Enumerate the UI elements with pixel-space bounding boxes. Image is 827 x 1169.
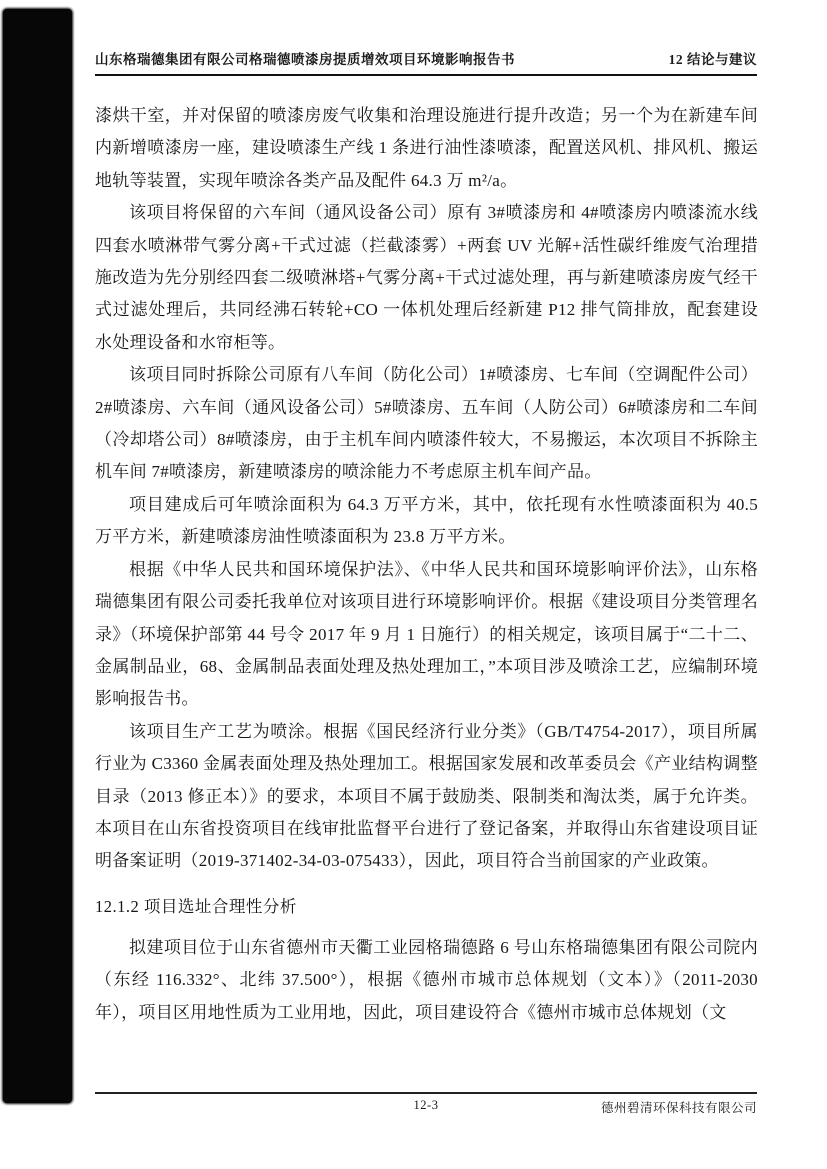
header-report-title: 山东格瑞德集团有限公司格瑞德喷漆房提质增效项目环境影响报告书: [95, 52, 515, 67]
header-divider: [95, 74, 757, 76]
body-paragraph: 漆烘干室，并对保留的喷漆房废气收集和治理设施进行提升改造；另一个为在新建车间内新增喷漆房一座，建设喷漆生产线 1 条进行油性漆喷漆，配置送风机、排风机、搬运地轨等装置，实现年喷涂各类产品及配件 64.3 万 m²/a。: [95, 106, 758, 190]
footer-divider: [95, 1092, 757, 1094]
body-paragraph: 该项目生产工艺为喷涂。根据《国民经济行业分类》（GB/T4754-2017），项目所属行业为 C3360 金属表面处理及热处理加工。根据国家发展和改革委员会《产业结构调整目录（2013 修正本）》的要求，本项目不属于鼓励类、限制类和淘汰类，属于允许类。本项目在山东省投资项目在线审批监督平台进行了登记备案，并取得山东省建设项目证明备案证明（2019-371402-34-03-075433），因此，项目符合当前国家的产业政策。: [95, 721, 758, 871]
body-paragraph: 根据《中华人民共和国环境保护法》、《中华人民共和国环境影响评价法》，山东格瑞德集团有限公司委托我单位对该项目进行环境影响评价。根据《建设项目分类管理名录》（环境保护部第 44 号令 2017 年 9 月 1 日施行）的相关规定，该项目属于“二十二、金属制品业，68、金属制品表面处理及热处理加工，”本项目涉及喷涂工艺，应编制环境影响报告书。: [95, 559, 758, 709]
header-chapter-label: 12 结论与建议: [668, 52, 757, 67]
body-paragraph: 项目建成后可年喷涂面积为 64.3 万平方米，其中，依托现有水性喷漆面积为 40.5 万平方米，新建喷漆房油性喷漆面积为 23.8 万平方米。: [95, 494, 758, 547]
body-paragraph: 该项目将保留的六车间（通风设备公司）原有 3#喷漆房和 4#喷漆房内喷漆流水线四套水喷淋带气雾分离+干式过滤（拦截漆雾）+两套 UV 光解+活性碳纤维废气治理措施改造为先分别经四套二级喷淋塔+气雾分离+干式过滤处理，再与新建喷漆房废气经干式过滤处理后，共同经沸石转轮+CO 一体机处理后经新建 P12 排气筒排放，配套建设水处理设备和水帘柜等。: [95, 203, 758, 352]
page-footer: [95, 1098, 757, 1118]
footer-company-name: 德州碧清环保科技有限公司: [600, 1101, 757, 1115]
scan-gutter-artifact: [3, 9, 72, 1103]
page-header: [95, 48, 757, 68]
body-paragraph: 该项目同时拆除公司原有八车间（防化公司）1#喷漆房、七车间（空调配件公司）2#喷漆房、六车间（通风设备公司）5#喷漆房、五车间（人防公司）6#喷漆房和二车间（冷却塔公司）8#喷漆房，由于主机车间内喷漆件较大，不易搬运，本次项目不拆除主机车间 7#喷漆房，新建喷漆房的喷涂能力不考虑原主机车间产品。: [95, 365, 758, 482]
page-number: 12-3: [413, 1098, 439, 1112]
document-body: [95, 100, 758, 1029]
section-heading: 12.1.2 项目选址合理性分析: [95, 896, 297, 916]
body-paragraph: 拟建项目位于山东省德州市天衢工业园格瑞德路 6 号山东格瑞德集团有限公司院内（东经 116.332°、北纬 37.500°），根据《德州市城市总体规划（文本）》（2011-2030 年），项目区用地性质为工业用地，因此，项目建设符合《德州市城市总体规划（文: [95, 937, 758, 1022]
